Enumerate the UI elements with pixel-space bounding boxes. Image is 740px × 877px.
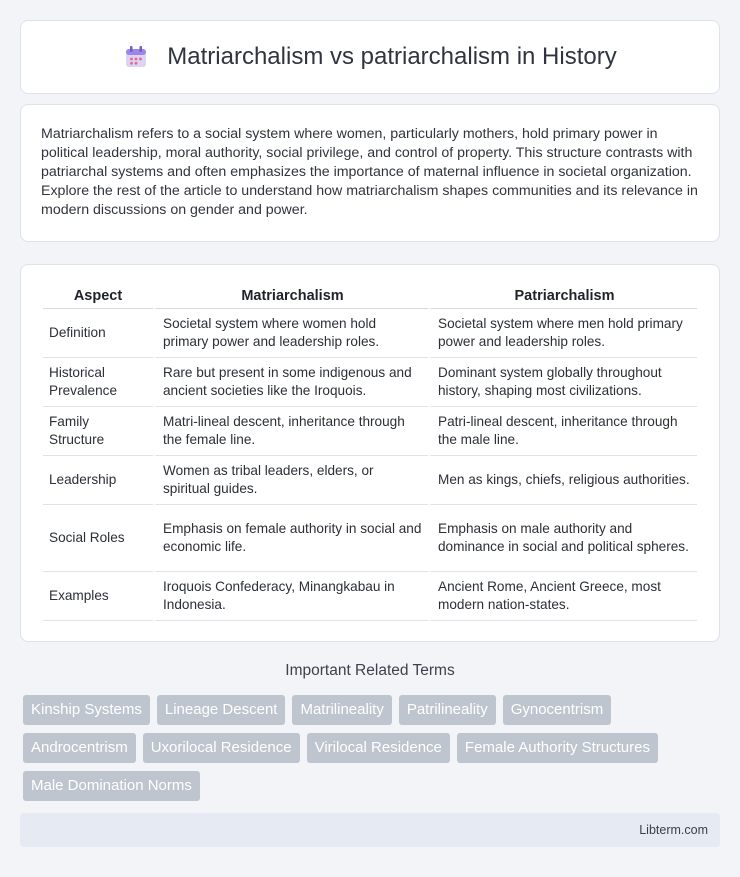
- cell-matriarchalism: Women as tribal leaders, elders, or spiritual guides.: [153, 456, 428, 505]
- cell-aspect: Definition: [43, 309, 153, 358]
- cell-aspect: Historical Prevalence: [43, 358, 153, 407]
- table-row: [43, 358, 697, 407]
- cell-patriarchalism: Patri-lineal descent, inheritance through the male line.: [428, 407, 697, 456]
- cell-matriarchalism: Emphasis on female authority in social and economic life.: [153, 505, 428, 572]
- header-aspect: Aspect: [43, 283, 153, 309]
- calendar-icon: [123, 44, 149, 70]
- cell-aspect: Social Roles: [43, 505, 153, 572]
- intro-paragraph: Matriarchalism refers to a social system where women, particularly mothers, hold primary power in political leadership, moral authority, social privilege, and control of property. This structure contrasts with patriarchal systems and often emphasizes the importance of maternal influence in societal organization. Explore the rest of the article to understand how matriarchalism shapes communities and its relevance in modern discussions on gender and power.: [41, 126, 698, 218]
- table-row: [43, 456, 697, 505]
- cell-aspect: Examples: [43, 572, 153, 621]
- term-tag[interactable]: Virilocal Residence: [307, 733, 450, 763]
- footer: [20, 813, 720, 847]
- header-patriarchalism: Patriarchalism: [428, 283, 697, 309]
- cell-matriarchalism: Matri-lineal descent, inheritance through the female line.: [153, 407, 428, 456]
- term-tag[interactable]: Matrilineality: [292, 695, 391, 725]
- related-terms-list: [23, 695, 723, 801]
- table-header-row: [43, 283, 697, 309]
- term-tag[interactable]: Male Domination Norms: [23, 771, 200, 801]
- term-tag[interactable]: Patrilineality: [399, 695, 496, 725]
- term-tag[interactable]: Gynocentrism: [503, 695, 612, 725]
- cell-aspect: Family Structure: [43, 407, 153, 456]
- comparison-table-card: [20, 264, 720, 642]
- intro-card: [20, 104, 720, 242]
- cell-patriarchalism: Men as kings, chiefs, religious authorities.: [428, 456, 697, 505]
- table-row: [43, 572, 697, 621]
- cell-aspect: Leadership: [43, 456, 153, 505]
- comparison-table: [43, 283, 697, 621]
- cell-patriarchalism: Emphasis on male authority and dominance in social and political spheres.: [428, 505, 697, 572]
- table-row: [43, 505, 697, 572]
- cell-patriarchalism: Societal system where men hold primary power and leadership roles.: [428, 309, 697, 358]
- header-matriarchalism: Matriarchalism: [153, 283, 428, 309]
- related-terms-heading: Important Related Terms: [285, 662, 455, 679]
- footer-site-link[interactable]: Libterm.com: [639, 823, 708, 837]
- cell-patriarchalism: Ancient Rome, Ancient Greece, most modern nation-states.: [428, 572, 697, 621]
- table-row: [43, 309, 697, 358]
- table-row: [43, 407, 697, 456]
- term-tag[interactable]: Uxorilocal Residence: [143, 733, 300, 763]
- term-tag[interactable]: Female Authority Structures: [457, 733, 658, 763]
- page-title: Matriarchalism vs patriarchalism in History: [167, 43, 617, 70]
- cell-patriarchalism: Dominant system globally throughout history, shaping most civilizations.: [428, 358, 697, 407]
- cell-matriarchalism: Societal system where women hold primary power and leadership roles.: [153, 309, 428, 358]
- term-tag[interactable]: Androcentrism: [23, 733, 136, 763]
- title-card: [20, 20, 720, 94]
- cell-matriarchalism: Rare but present in some indigenous and ancient societies like the Iroquois.: [153, 358, 428, 407]
- term-tag[interactable]: Lineage Descent: [157, 695, 286, 725]
- term-tag[interactable]: Kinship Systems: [23, 695, 150, 725]
- cell-matriarchalism: Iroquois Confederacy, Minangkabau in Indonesia.: [153, 572, 428, 621]
